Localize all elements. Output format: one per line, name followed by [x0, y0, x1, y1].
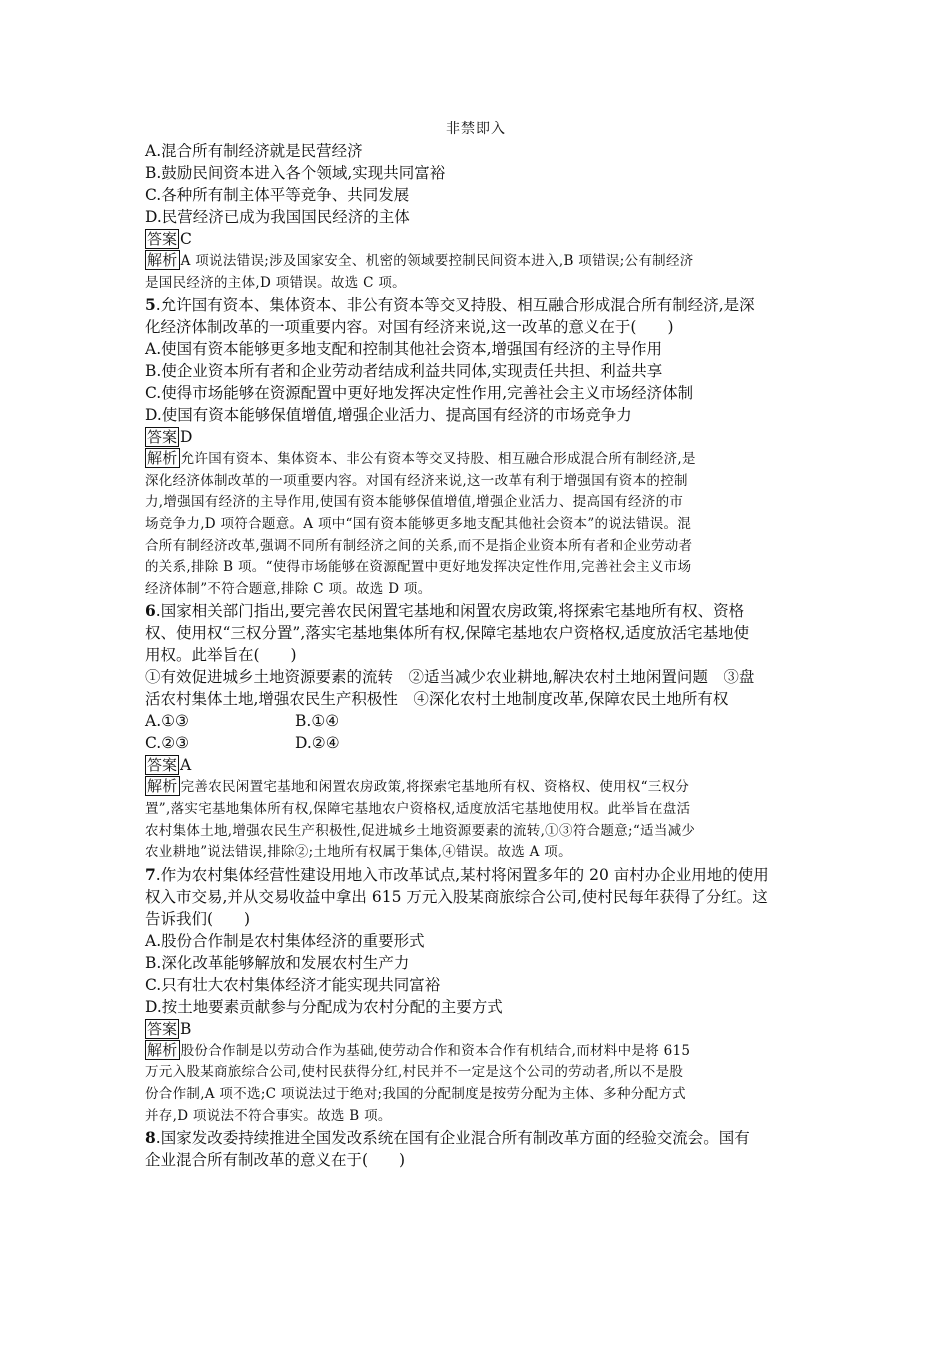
q6-stem-line: 权、使用权“三权分置”,落实宅基地集体所有权,保障宅基地农户资格权,适度放活宅基地使 [145, 624, 750, 643]
q7-explanation-line: 万元入股某商旅综合公司,使村民获得分红,村民并不一定是这个公司的劳动者,所以不是股 [145, 1064, 684, 1081]
q6-item-line: 活农村集体土地,增强农民生产积极性 ④深化农村土地制度改革,保障农民土地所有权 [145, 690, 729, 709]
q8-stem-line: 8.国家发改委持续推进全国发改系统在国有企业混合所有制改革方面的经验交流会。国有 [145, 1128, 750, 1148]
q4-option-b: B.鼓励民间资本进入各个领域,实现共同富裕 [145, 164, 446, 182]
q7-number: 7 [145, 864, 156, 884]
q8-number: 8 [145, 1128, 156, 1148]
q6-stem-line: 6.国家相关部门指出,要完善农民闲置宅基地和闲置农房政策,将探索宅基地所有权、资格 [145, 601, 745, 621]
q5-stem-line: 5.允许国有资本、集体资本、非公有资本等交叉持股、相互融合形成混合所有制经济,是深 [145, 295, 755, 315]
q4-option-d: D.民营经济已成为我国国民经济的主体 [145, 208, 410, 226]
q5-stem-line: 化经济体制改革的一项重要内容。对国有经济来说,这一改革的意义在于( ) [145, 318, 674, 337]
explanation-tag: 解析 [147, 251, 178, 269]
answer-tag: 答案 [147, 230, 178, 248]
q4-explanation-line: 是国民经济的主体,D 项错误。故选 C 项。 [145, 274, 406, 291]
q6-option-b: B.①④ [295, 712, 340, 731]
q5-option-d: D.使国有资本能够保值增值,增强企业活力、提高国有经济的市场竞争力 [145, 406, 632, 425]
q7-explanation-line: 解析 股份合作制是以劳动合作为基础,使劳动合作和资本合作有机结合,而材料中是将 615 [147, 1040, 691, 1059]
q5-explanation-line: 的关系,排除 B 项。“使得市场能够在资源配置中更好地发挥决定性作用,完善社会主义市场 [145, 559, 692, 576]
q6-answer-row [145, 754, 813, 776]
q6-explanation-line: 农村集体土地,增强农民生产积极性,促进城乡土地资源要素的流转,①③符合题意;“适当减少 [145, 822, 696, 839]
q5-explanation-line: 力,增强国有经济的主导作用,使国有资本能够保值增值,增强企业活力、提高国有经济的市 [145, 494, 684, 511]
q6-explanation-line: 置”,落实宅基地集体所有权,保障宅基地农户资格权,适度放活宅基地使用权。此举旨在盘活 [145, 800, 691, 817]
page-header: 非禁即入 [446, 121, 506, 137]
q6-option-d: D.②④ [295, 734, 340, 753]
q4-option-a: A.混合所有制经济就是民营经济 [145, 142, 363, 160]
q7-explanation-line: 并存,D 项说法不符合事实。故选 B 项。 [145, 1107, 392, 1124]
q5-explanation-line: 场竞争力,D 项符合题意。A 项中“国有资本能够更多地支配其他社会资本”的说法错误。混 [145, 515, 692, 532]
q4-option-c: C.各种所有制主体平等竞争、共同发展 [145, 186, 410, 204]
q5-explanation-line: 经济体制”不符合题意,排除 C 项。故选 D 项。 [145, 580, 432, 597]
q6-explanation-line: 解析 完善农民闲置宅基地和闲置农房政策,将探索宅基地所有权、资格权、使用权“三权分 [147, 777, 690, 796]
q7-option-c: C.只有壮大农村集体经济才能实现共同富裕 [145, 975, 441, 994]
explanation-tag: 解析 [147, 777, 178, 796]
q5-explanation-line: 深化经济体制改革的一项重要内容。对国有经济来说,这一改革有利于增强国有资本的控制 [145, 472, 688, 489]
q7-option-d: D.按土地要素贡献参与分配成为农村分配的主要方式 [145, 997, 503, 1016]
explanation-tag: 解析 [147, 449, 178, 468]
q5-option-b: B.使企业资本所有者和企业劳动者结成利益共同体,实现责任共担、利益共享 [145, 362, 663, 381]
q7-stem-line: 权入市交易,并从交易收益中拿出 615 万元入股某商旅综合公司,使村民每年获得了分红。这 [145, 887, 768, 906]
answer-tag: 答案 [147, 1019, 178, 1038]
document-body [145, 140, 813, 1171]
q5-answer: D [180, 428, 193, 447]
q5-option-c: C.使得市场能够在资源配置中更好地发挥决定性作用,完善社会主义市场经济体制 [145, 384, 694, 403]
q7-explanation-line: 份合作制,A 项不选;C 项说法过于绝对;我国的分配制度是按劳分配为主体、多种分配方式 [145, 1085, 686, 1102]
q8-stem-line: 企业混合所有制改革的意义在于( ) [145, 1151, 406, 1170]
q7-answer-row [145, 1018, 813, 1040]
q6-item-line: ①有效促进城乡土地资源要素的流转 ②适当减少农业耕地,解决农村土地闲置问题 ③盘 [145, 668, 755, 687]
answer-tag: 答案 [147, 428, 178, 447]
q6-explanation-line: 农业耕地”说法错误,排除②;土地所有权属于集体,④错误。故选 A 项。 [145, 844, 572, 861]
explanation-tag: 解析 [147, 1040, 178, 1059]
q4-answer-row [145, 228, 813, 250]
q6-answer: A [180, 756, 192, 775]
q5-explanation-line: 合所有制经济改革,强调不同所有制经济之间的关系,而不是指企业资本所有者和企业劳动者 [145, 537, 693, 554]
q7-answer: B [180, 1019, 192, 1038]
q5-answer-row [145, 426, 813, 448]
q6-options-row [145, 710, 813, 732]
q6-options-row [145, 732, 813, 754]
q4-explanation-line: 解析 A 项说法错误;涉及国家安全、机密的领域要控制民间资本进入,B 项错误;公有制经济 [147, 251, 694, 269]
q7-stem-line: 告诉我们( ) [145, 909, 251, 928]
q6-number: 6 [145, 601, 156, 621]
q7-stem-line: 7.作为农村集体经营性建设用地入市改革试点,某村将闲置多年的 20 亩村办企业用地的使用 [145, 864, 769, 884]
q6-option-c: C.②③ [145, 734, 190, 753]
q4-answer: C [180, 230, 192, 248]
q5-option-a: A.使国有资本能够更多地支配和控制其他社会资本,增强国有经济的主导作用 [145, 340, 663, 359]
q5-number: 5 [145, 295, 156, 315]
q6-stem-line: 用权。此举旨在( ) [145, 646, 297, 665]
q7-option-b: B.深化改革能够解放和发展农村生产力 [145, 953, 410, 972]
q6-option-a: A.①③ [145, 712, 189, 731]
answer-tag: 答案 [147, 756, 178, 775]
q5-explanation-line: 解析 允许国有资本、集体资本、非公有资本等交叉持股、相互融合形成混合所有制经济,是 [147, 449, 696, 468]
q7-option-a: A.股份合作制是农村集体经济的重要形式 [145, 931, 425, 950]
